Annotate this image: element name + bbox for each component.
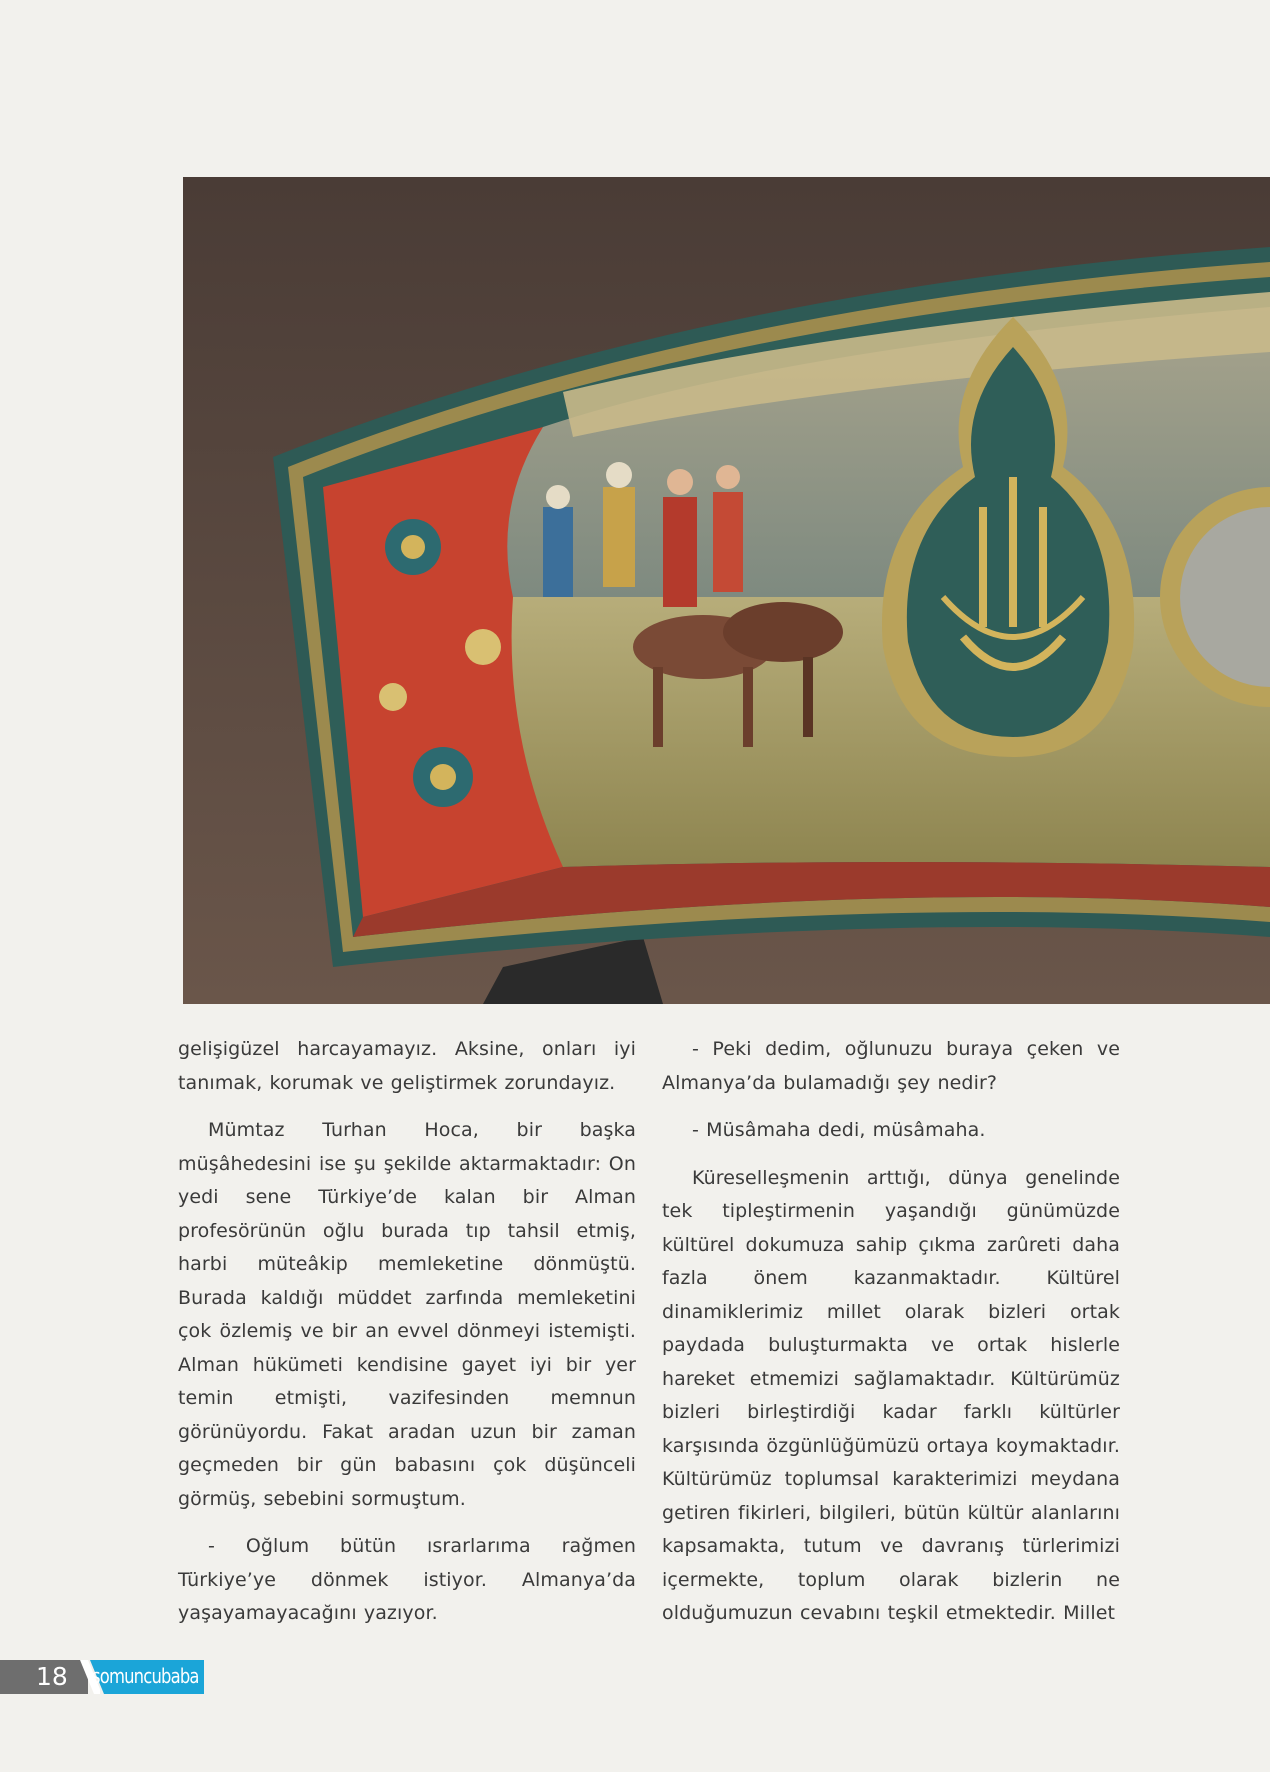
brand-name: somuncubaba [92,1664,199,1688]
article-right-column [662,1033,1120,1645]
article-left-column [178,1033,636,1645]
page-number: 18 [36,1662,68,1691]
paragraph: - Oğlum bütün ısrarlarıma rağmen Türkiye’ye dönmek istiyor. Almanya’da yaşayamayacağını yazıyor. [178,1535,636,1624]
page-footer [0,1660,210,1694]
embroidered-textile-photo [183,177,1270,1004]
paragraph: - Müsâmaha dedi, müsâmaha. [692,1119,986,1141]
paragraph: Küreselleşmenin arttığı, dünya genelinde tek tipleştirmenin yaşandığı günümüzde kültürel dokumuza sahip çıkma zarûreti daha fazla önem kazanmaktadır. Kültürel dinamiklerimiz millet olarak bizleri ortak paydada buluşturmakta ve ortak hislerle hareket etmemizi sağlamaktadır. Kültürümüz bizleri birleştirdiği kadar farklı kültürler karşısında özgünlüğümüzü ortaya koymaktadır. Kültürümüz toplumsal karakterimizi meydana getiren fikirleri, bilgileri, bütün kültür alanlarını kapsamakta, tutum ve davranış türlerimizi içermekte, toplum olarak bizlerin ne olduğumuzun cevabını teşkil etmektedir. Millet [662,1166,1120,1624]
paragraph: gelişigüzel harcayamayız. Aksine, onları iyi tanımak, korumak ve geliştirmek zorundayız. [178,1038,636,1094]
paragraph: - Peki dedim, oğlunuzu buraya çeken ve Almanya’da bulamadığı şey nedir? [662,1038,1120,1094]
paragraph: Mümtaz Turhan Hoca, bir başka müşâhedesini ise şu şekilde aktarmaktadır: On yedi sene Türkiye’de kalan bir Alman profesörünün oğlu burada tıp tahsil etmiş, harbi müteâkip memleketine dönmüştü. Burada kaldığı müddet zarfında memleketini çok özlemiş ve bir an evvel dönmeyi istemişti. Alman hükümeti kendisine gayet iyi bir yer temin etmişti, vazifesinden memnun görünüyordu. Fakat aradan uzun bir zaman geçmeden bir gün babasını çok düşünceli görmüş, sebebini sormuştum. [178,1119,636,1510]
